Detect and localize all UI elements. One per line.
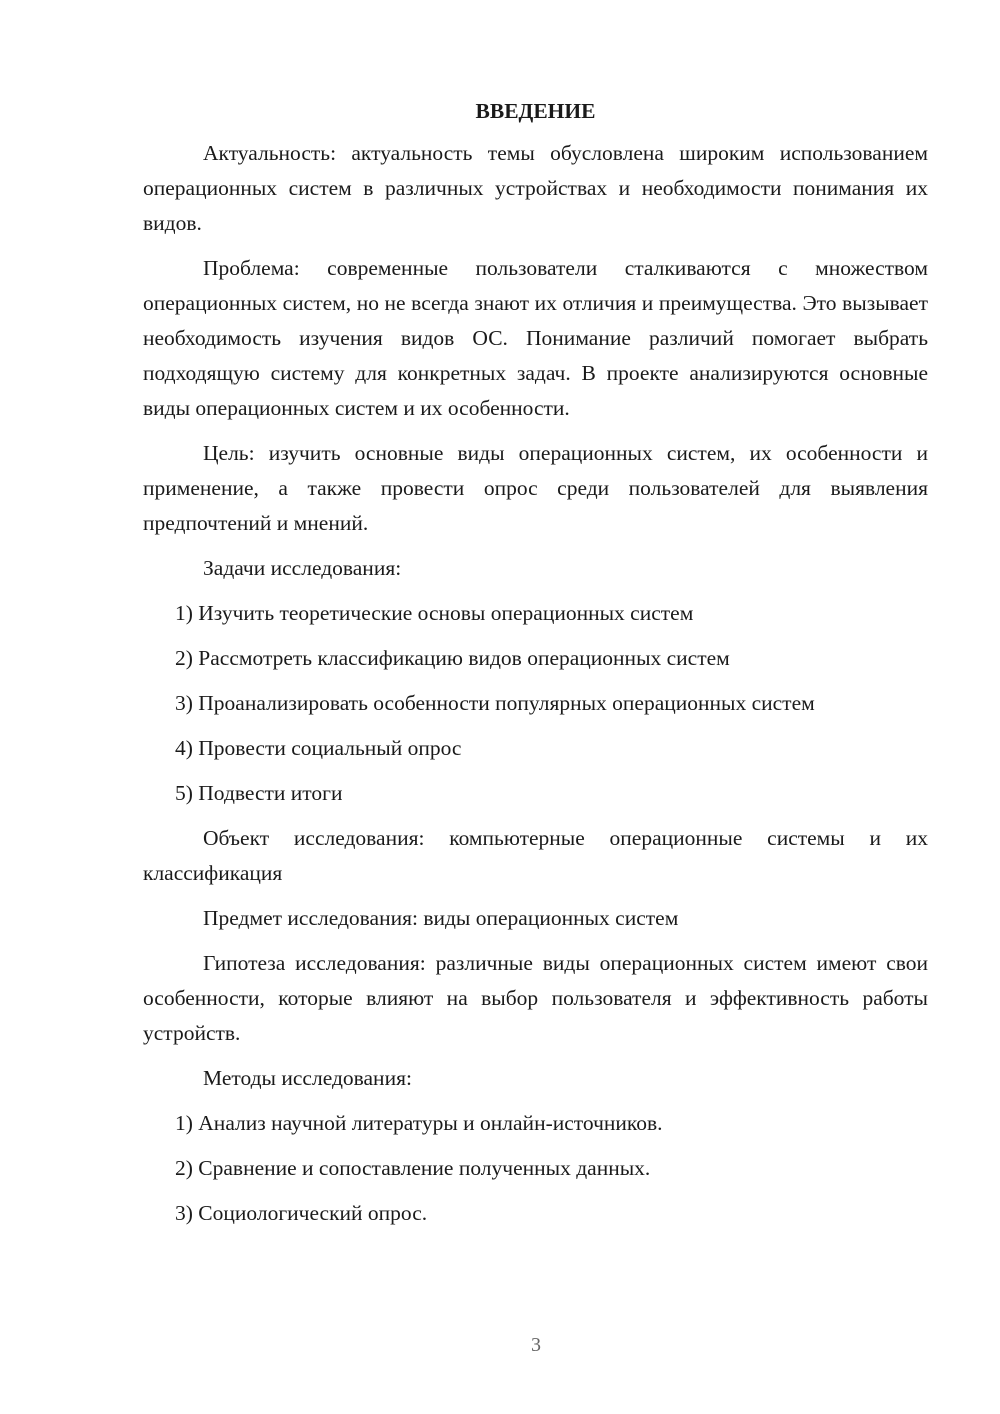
hypothesis-paragraph: Гипотеза исследования: различные виды операционных систем имеют свои особенности, которые влияют на выбор пользователя и эффективность работы устройств. [143, 951, 928, 1045]
list-item: 1) Анализ научной литературы и онлайн-источников. [175, 1111, 663, 1135]
list-item: 2) Рассмотреть классификацию видов операционных систем [175, 646, 730, 670]
list-item: 4) Провести социальный опрос [175, 736, 462, 760]
tasks-list [143, 596, 928, 811]
methods-list [143, 1106, 928, 1231]
goal-paragraph: Цель: изучить основные виды операционных систем, их особенности и применение, а также провести опрос среди пользователей для выявления предпочтений и мнений. [143, 441, 928, 535]
section-title: ВВЕДЕНИЕ [475, 99, 596, 123]
relevance-paragraph: Актуальность: актуальность темы обусловлена широким использованием операционных систем в различных устройствах и необходимости понимания их видов. [143, 141, 928, 235]
problem-paragraph: Проблема: современные пользователи сталкиваются с множеством операционных систем, но не всегда знают их отличия и преимущества. Это вызывает необходимость изучения видов ОС. Понимание различий помогает выбрать подходящую систему для конкретных задач. В проекте анализируются основные виды операционных систем и их особенности. [143, 256, 928, 420]
list-item: 2) Сравнение и сопоставление полученных данных. [175, 1156, 651, 1180]
tasks-heading: Задачи исследования: [203, 556, 402, 580]
list-item: 3) Социологический опрос. [175, 1201, 428, 1225]
methods-heading: Методы исследования: [203, 1066, 412, 1090]
object-paragraph: Объект исследования: компьютерные операционные системы и их классификация [143, 826, 928, 885]
document-page [143, 96, 928, 1241]
list-item: 1) Изучить теоретические основы операционных систем [175, 601, 694, 625]
list-item: 3) Проанализировать особенности популярных операционных систем [175, 691, 815, 715]
subject-line: Предмет исследования: виды операционных систем [203, 906, 679, 930]
list-item: 5) Подвести итоги [175, 781, 343, 805]
page-number: 3 [531, 1334, 541, 1356]
